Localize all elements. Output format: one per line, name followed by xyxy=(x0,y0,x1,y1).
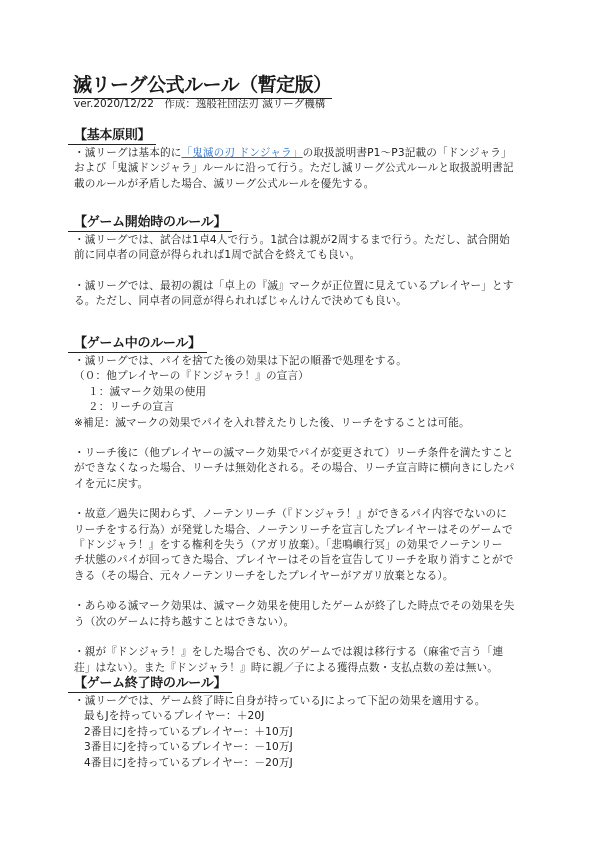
section-heading: 【ゲーム中のルール】 xyxy=(68,332,207,353)
text: ・滅リーグは基本的に xyxy=(74,147,182,159)
paragraph xyxy=(74,279,534,310)
section-basic-principles xyxy=(74,124,534,192)
section-in-game-rules xyxy=(74,332,534,676)
paragraph-line: ができなくなった場合、リーチは無効化される。その場合、リーチ宣言時に横向きにしたパ xyxy=(74,462,515,475)
paragraph-line: ・あらゆる滅マーク効果は、滅マーク効果を使用したゲームが終了した時点でその効果を失 xyxy=(74,600,515,613)
ranking-line: 3番目にJを持っているプレイヤー：－10万J xyxy=(84,741,293,754)
paragraph xyxy=(74,354,534,431)
paragraph-line xyxy=(74,146,534,161)
document-title: 滅リーグ公式ルール（暫定版） xyxy=(73,70,332,99)
paragraph-line: リーチをする行為）が発覚した場合、ノーテンリーチを宣言したプレイヤーはそのゲームで xyxy=(74,523,513,536)
ranking-line: 4番目にJを持っているプレイヤー：－20万J xyxy=(84,756,293,769)
text: の取扱説明書P1～P3記載の「ドンジャラ」 xyxy=(302,147,512,159)
paragraph-line: および「鬼滅ドンジャラ」ルールに沿って行う。ただし滅リーグ公式ルールと取扱説明書記 xyxy=(74,162,514,175)
paragraph-line: １：滅マーク効果の使用 xyxy=(88,385,207,398)
paragraph xyxy=(74,146,534,192)
paragraph-line: 『ドンジャラ！』をする権利を失う（アガリ放棄）。「悲鳴嶼行冥」の効果でノーテンリー xyxy=(74,539,503,552)
section-game-end-rules xyxy=(74,672,534,771)
paragraph-line: 前に同卓者の同意が得られれば1周で試合を終えても良い。 xyxy=(74,249,361,262)
paragraph-line: 載のルールが矛盾した場合、滅リーグ公式ルールを優先する。 xyxy=(74,177,375,190)
paragraph xyxy=(74,233,534,264)
section-heading: 【ゲーム開始時のルール】 xyxy=(68,211,232,232)
section-game-start-rules xyxy=(74,211,534,310)
paragraph-line: イを元に戻す。 xyxy=(74,477,149,490)
paragraph-line: ・故意／過失に関わらず、ノーテンリーチ（『ドンジャラ！』ができるパイ内容でないのに xyxy=(74,508,508,521)
paragraph xyxy=(74,599,534,630)
paragraph-line: きる（その場合、元々ノーテンリーチをしたプレイヤーがアガリ放棄となる）。 xyxy=(74,569,454,582)
paragraph-line: 荘」はない）。また『ドンジャラ！』時に親／子による獲得点数・支払点数の差は無い。 xyxy=(74,661,498,674)
product-link[interactable]: 「鬼滅の刃 ドンジャラ」 xyxy=(181,147,303,159)
paragraph-line: ・滅リーグでは、試合は1卓4人で行う。1試合は親が2周するまで行う。ただし、試合開始 xyxy=(74,234,510,246)
paragraph-line: る。ただし、同卓者の同意が得られればじゃんけんで決めても良い。 xyxy=(74,295,408,308)
ranking-line: 最もJを持っているプレイヤー：＋20J xyxy=(84,710,265,723)
paragraph-line: ・親が『ドンジャラ！』をした場合でも、次のゲームでは親は移行する（麻雀で言う「連 xyxy=(74,646,504,659)
paragraph-line: ・滅リーグでは、パイを捨てた後の効果は下記の順番で処理をする。 xyxy=(74,355,408,367)
paragraph xyxy=(74,446,534,492)
paragraph-line: ・滅リーグでは、最初の親は「卓上の『滅』マークが正位置に見えているプレイヤー」とす xyxy=(74,279,514,292)
paragraph-line: ・リーチ後に（他プレイヤーの滅マーク効果でパイが変更されて）リーチ条件を満たすこと xyxy=(74,447,514,460)
document-meta: ver.2020/12/22 作成：逸般社団法刃 滅リーグ機構 xyxy=(74,98,326,110)
section-heading: 【ゲーム終了時のルール】 xyxy=(68,672,232,693)
paragraph-line: ※補足：滅マークの効果でパイを入れ替えたりした後、リーチをすることは可能。 xyxy=(74,416,470,429)
paragraph-line: う（次のゲームに持ち越すことはできない）。 xyxy=(74,615,295,628)
paragraph xyxy=(74,507,534,584)
ranking-line: 2番目にJを持っているプレイヤー：＋10万J xyxy=(84,725,293,738)
paragraph-line: チ状態のパイが回ってきた場合、プレイヤーはその旨を宣告してリーチを取り消すことがで xyxy=(74,554,514,567)
section-heading: 【基本原則】 xyxy=(68,124,156,145)
paragraph-line: （０：他プレイヤーの『ドンジャラ！』の宣言） xyxy=(74,370,309,383)
paragraph xyxy=(74,694,534,771)
paragraph-line: ２：リーチの宣言 xyxy=(88,401,174,414)
paragraph-line: ・滅リーグでは、ゲーム終了時に自身が持っているJによって下記の効果を適用する。 xyxy=(74,695,486,707)
